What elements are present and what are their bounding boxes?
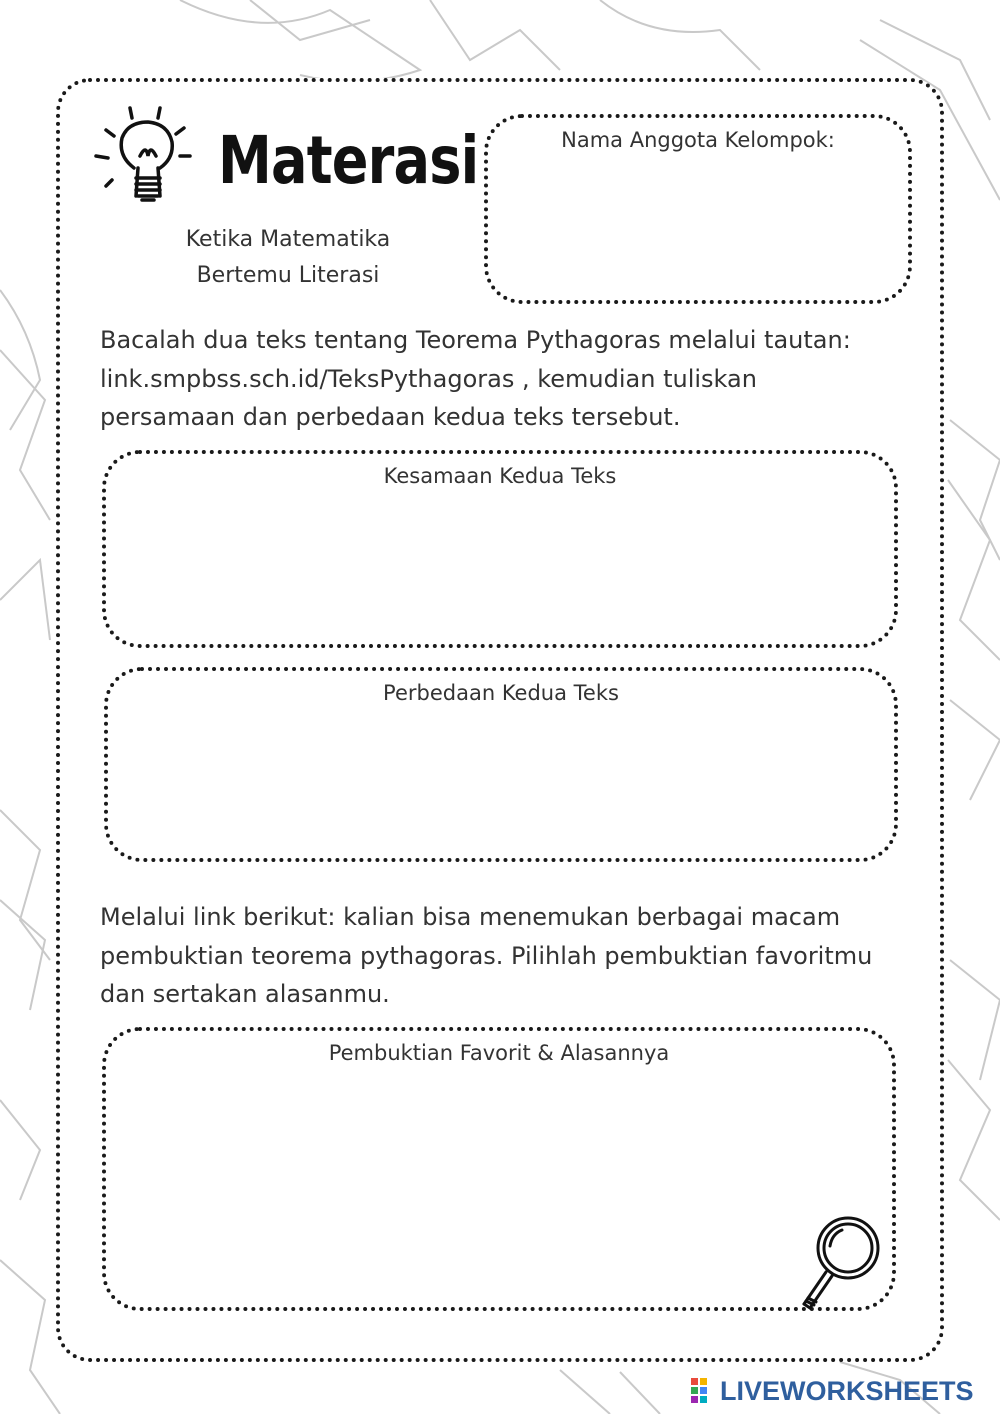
- subtitle-line: Ketika Matematika: [185, 227, 391, 252]
- subtitle-line: Bertemu Literasi: [196, 263, 380, 288]
- magnifier-icon: [790, 1206, 890, 1318]
- subtitle: [150, 222, 426, 294]
- instruction-paragraph-1: [100, 321, 910, 437]
- favorite-proof-answer-box[interactable]: [102, 1027, 896, 1311]
- favorite-proof-label: Pembuktian Favorit & Alasannya: [328, 1041, 670, 1065]
- difference-label: Perbedaan Kedua Teks: [383, 681, 619, 705]
- group-members-box[interactable]: [484, 114, 912, 304]
- similarity-label: Kesamaan Kedua Teks: [383, 464, 617, 488]
- instruction-line: Bacalah dua teks tentang Teorema Pythagoras melalui tautan:: [100, 326, 851, 354]
- instruction-line: pembuktian teorema pythagoras. Pilihlah pembuktian favoritmu: [100, 941, 873, 970]
- difference-answer-box[interactable]: [104, 667, 898, 862]
- instruction-line: Melalui link berikut: kalian bisa menemukan berbagai macam: [100, 903, 841, 931]
- page-title: Materasi: [218, 122, 479, 199]
- group-members-label: Nama Anggota Kelompok:: [561, 128, 835, 152]
- instruction-line: link.smpbss.sch.id/TeksPythagoras , kemudian tuliskan: [100, 364, 757, 393]
- instruction-line: dan sertakan alasanmu.: [100, 980, 390, 1008]
- instruction-paragraph-2: [100, 898, 910, 1014]
- similarity-answer-box[interactable]: [102, 450, 898, 648]
- liveworksheets-logo-icon: [690, 1377, 716, 1405]
- liveworksheets-brand[interactable]: [690, 1376, 974, 1406]
- lightbulb-icon: [92, 104, 202, 214]
- instruction-line: persamaan dan perbedaan kedua teks tersebut.: [100, 403, 681, 431]
- brand-name: LIVEWORKSHEETS: [720, 1375, 974, 1406]
